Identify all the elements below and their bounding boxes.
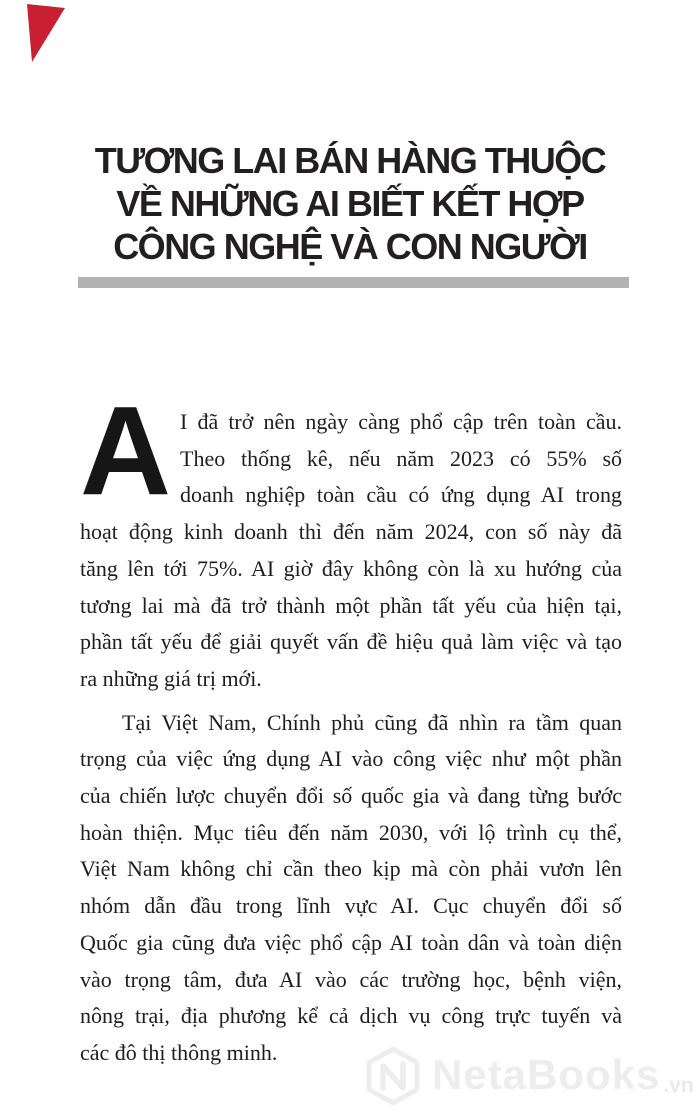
watermark-brand-text: NetaBooks — [432, 1051, 661, 1098]
body-line: nông trại, địa phương kể cả dịch vụ công trực tuyến và — [80, 1003, 622, 1029]
chapter-title-line: TƯƠNG LAI BÁN HÀNG THUỘC — [94, 140, 606, 181]
chapter-title-line: VỀ NHỮNG AI BIẾT KẾT HỢP — [116, 183, 584, 224]
title-divider-bar — [78, 277, 629, 288]
body-line: các đô thị thông minh. — [80, 1039, 278, 1065]
body-line: phần tất yếu để giải quyết vấn đề hiệu quả làm việc và tạo — [80, 629, 622, 655]
red-corner-marker — [0, 0, 70, 70]
body-line: tương lai mà đã trở thành một phần tất yếu của hiện tại, — [80, 592, 622, 618]
body-line: tăng lên tới 75%. AI giờ đây không còn là xu hướng của — [80, 555, 622, 581]
body-line: nhóm dẫn đầu trong lĩnh vực AI. Cục chuyển đổi số — [80, 893, 622, 919]
body-line: Theo thống kê, nếu năm 2023 có 55% số — [180, 445, 622, 471]
watermark-domain-suffix: .vn — [663, 1074, 694, 1097]
body-text — [80, 380, 622, 1072]
body-line: hoạt động kinh doanh thì đến năm 2024, con số này đã — [80, 519, 622, 545]
body-line: Việt Nam không chỉ cần theo kịp mà còn phải vươn lên — [80, 856, 622, 882]
body-line: doanh nghiệp toàn cầu có ứng dụng AI trong — [180, 482, 622, 508]
chapter-title-line: CÔNG NGHỆ VÀ CON NGƯỜI — [113, 226, 587, 267]
netabooks-watermark — [366, 1046, 694, 1106]
body-line: Quốc gia cũng đưa việc phổ cập AI toàn dân và toàn diện — [80, 929, 622, 955]
chapter-title — [0, 139, 700, 268]
body-line: vào trọng tâm, đưa AI vào các trường học, bệnh viện, — [80, 966, 622, 992]
body-line: Tại Việt Nam, Chính phủ cũng đã nhìn ra tầm quan — [122, 709, 622, 735]
body-line: ra những giá trị mới. — [80, 665, 262, 691]
paragraph — [80, 380, 622, 698]
body-line: trọng của việc ứng dụng AI vào công việc như một phần — [80, 746, 622, 772]
body-line: I đã trở nên ngày càng phổ cập trên toàn cầu. — [180, 409, 622, 434]
body-line: hoàn thiện. Mục tiêu đến năm 2030, với lộ trình cụ thể, — [80, 819, 622, 845]
paragraph — [80, 705, 622, 1072]
drop-cap-letter: A — [80, 380, 171, 521]
netabooks-hexagon-n-logo-icon — [366, 1046, 420, 1106]
body-line: của chiến lược chuyển đổi số quốc gia và đang từng bước — [80, 783, 622, 809]
